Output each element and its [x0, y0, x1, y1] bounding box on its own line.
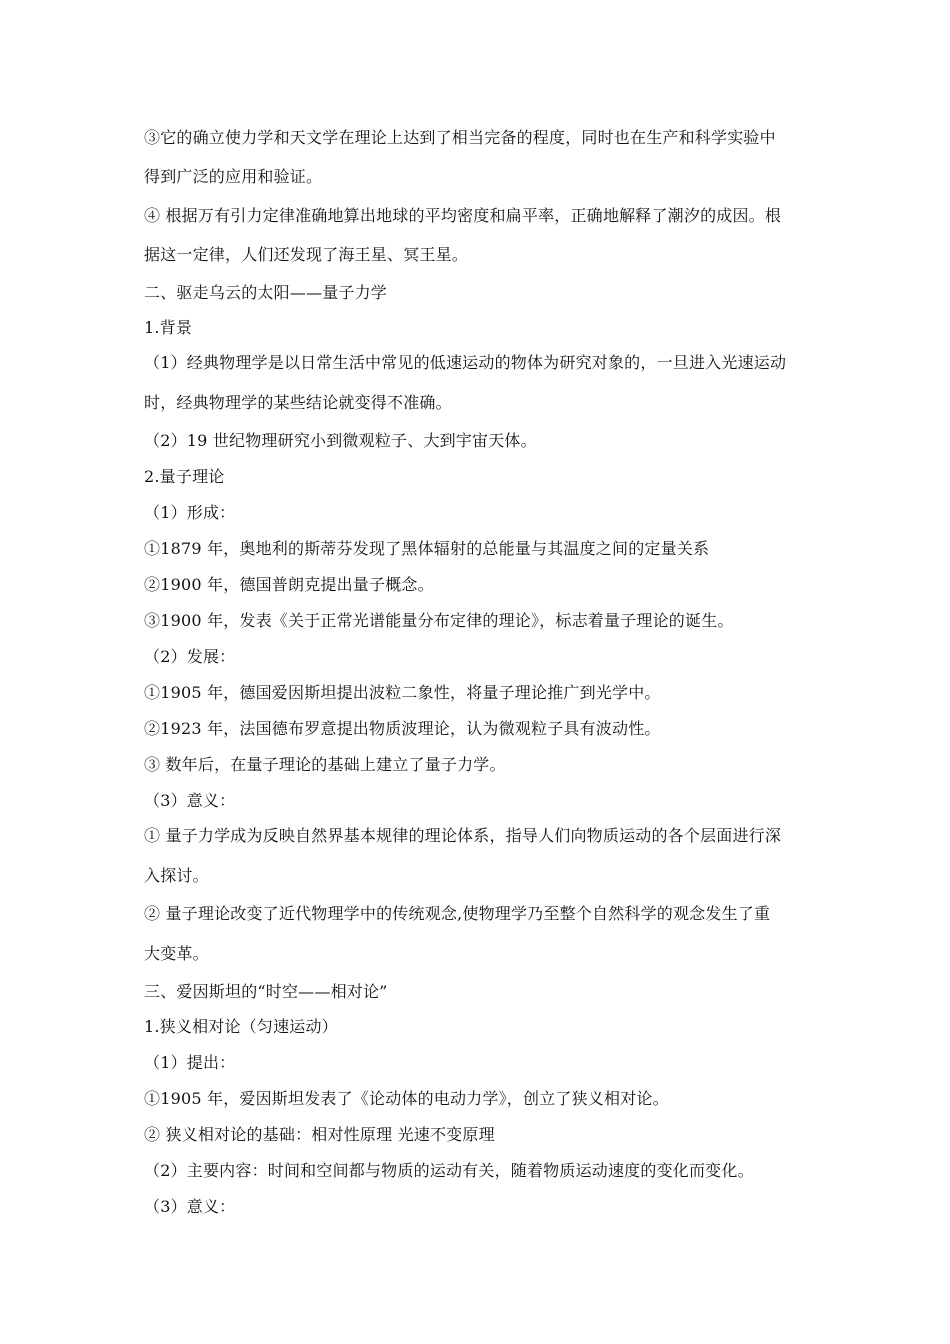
text-line: 得到广泛的应用和验证。	[144, 167, 323, 186]
text-line: （3）意义：	[144, 1197, 236, 1216]
subsection-heading: 1.狭义相对论（匀速运动）	[144, 1017, 338, 1036]
text-line: ③1900 年，发表《关于正常光谱能量分布定律的理论》，标志着量子理论的诞生。	[144, 611, 734, 630]
text-line: 大变革。	[144, 944, 209, 963]
section-heading: 三、爱因斯坦的“时空——相对论”	[144, 982, 388, 1001]
text-line: ①1905 年，德国爱因斯坦提出波粒二象性，将量子理论推广到光学中。	[144, 683, 661, 702]
section-heading: 二、驱走乌云的太阳——量子力学	[144, 283, 388, 302]
text-line: ④ 根据万有引力定律准确地算出地球的平均密度和扁平率，正确地解释了潮汐的成因。根	[144, 206, 782, 225]
text-line: （2）发展：	[144, 647, 236, 666]
text-line: ①1879 年，奥地利的斯蒂芬发现了黑体辐射的总能量与其温度之间的定量关系	[144, 539, 710, 558]
text-line: 入探讨。	[144, 866, 209, 885]
text-line: （1）经典物理学是以日常生活中常见的低速运动的物体为研究对象的，一旦进入光速运动	[144, 353, 787, 372]
text-line: ①1905 年，爱因斯坦发表了《论动体的电动力学》，创立了狭义相对论。	[144, 1089, 669, 1108]
text-line: （2）主要内容：时间和空间都与物质的运动有关，随着物质运动速度的变化而变化。	[144, 1161, 754, 1180]
subsection-heading: 1.背景	[144, 318, 193, 337]
text-line: ① 量子力学成为反映自然界基本规律的理论体系，指导人们向物质运动的各个层面进行深	[144, 826, 782, 845]
text-line: （1）提出：	[144, 1053, 236, 1072]
text-line: 时，经典物理学的某些结论就变得不准确。	[144, 393, 452, 412]
subsection-heading: 2.量子理论	[144, 467, 225, 486]
text-line: （2）19 世纪物理研究小到微观粒子、大到宇宙天体。	[144, 431, 537, 450]
text-line: 据这一定律，人们还发现了海王星、冥王星。	[144, 245, 469, 264]
text-line: （3）意义：	[144, 791, 236, 810]
text-line: ② 量子理论改变了近代物理学中的传统观念,使物理学乃至整个自然科学的观念发生了重	[144, 904, 771, 923]
text-line: ②1923 年，法国德布罗意提出物质波理论，认为微观粒子具有波动性。	[144, 719, 661, 738]
text-line: ③ 数年后，在量子理论的基础上建立了量子力学。	[144, 755, 506, 774]
text-line: ② 狭义相对论的基础：相对性原理 光速不变原理	[144, 1125, 495, 1144]
text-line: ③它的确立使力学和天文学在理论上达到了相当完备的程度，同时也在生产和科学实验中	[144, 128, 776, 147]
text-line: ②1900 年，德国普朗克提出量子概念。	[144, 575, 434, 594]
text-line: （1）形成：	[144, 503, 236, 522]
